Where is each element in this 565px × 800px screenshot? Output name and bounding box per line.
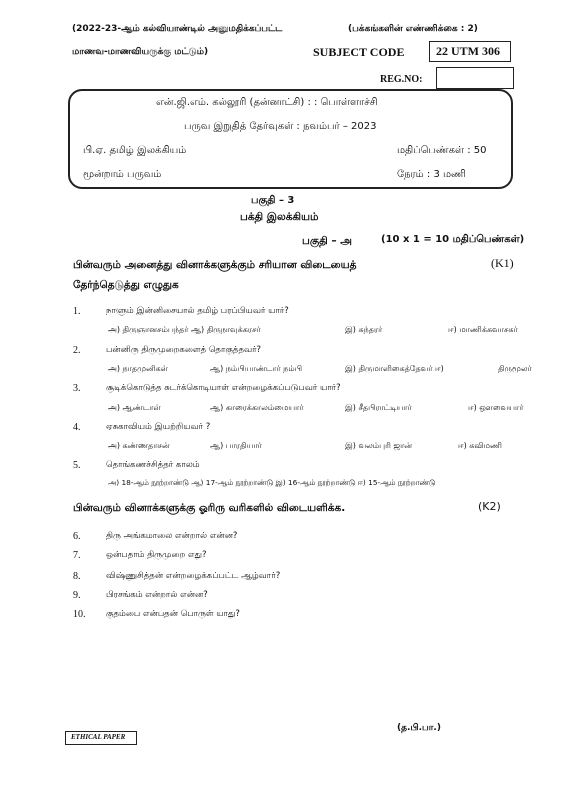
option: அ) 18-ஆம் நூற்றாண்டு ஆ) 17-ஆம் நூற்றாண்டு இ) 16-ஆம் நூற்றாண்டு ஈ) 15-ஆம் நூற்றாண்டு (108, 478, 436, 487)
option: ஈ) கவிமணி (458, 441, 502, 450)
option: ஆ) நம்பியாண்டார் நம்பி (210, 364, 303, 373)
reg-no-field[interactable] (436, 67, 514, 89)
option: இ) சுந்தரர் (345, 325, 383, 334)
question-text: குதம்பை என்பதன் பொருள் யாது? (106, 609, 240, 619)
question-number: 6. (73, 531, 81, 542)
section-b-instruction: பின்வரும் வினாக்களுக்கு ஓரிரு வரிகளில் விடையளிக்க. (73, 502, 346, 514)
question-number: 8. (73, 571, 81, 582)
turn-over-note: (த.பி.பா.) (397, 723, 441, 733)
option: ஆ) பாரதியார் (210, 441, 262, 450)
course-name: பி.ஏ. தமிழ் இலக்கியம் (83, 145, 187, 156)
question-number: 4. (73, 422, 81, 433)
section-a-level: (K1) (491, 256, 514, 270)
option: இ) வலம்புரி ஜான் (345, 441, 413, 450)
reg-no-label: REG.NO: (380, 74, 423, 85)
subject-code-box (429, 41, 511, 62)
question-text: பன்னிரு திருமுறைகளைத் தொகுத்தவர்? (106, 345, 262, 355)
question-text: பிரசங்கம் என்றால் என்ன? (106, 590, 208, 600)
paper-title: பக்தி இலக்கியம் (240, 211, 319, 223)
section-a-marks: (10 x 1 = 10 மதிப்பெண்கள்) (381, 234, 525, 245)
option: அ) நாதமுனிகள் (108, 364, 168, 373)
question-number: 9. (73, 590, 81, 601)
question-number: 10. (73, 609, 86, 620)
exam-time: நேரம் : 3 மணி (397, 169, 466, 180)
students-note: மாணவ-மாணவியருக்கு மட்டும்) (72, 47, 209, 57)
exam-title: பருவ இறுதித் தேர்வுகள் : நவம்பர் – 2023 (184, 121, 377, 132)
section-a-instruction-line2: தேர்ந்தெடுத்து எழுதுக (73, 279, 179, 291)
question-text: திரு அங்கமாலை என்றால் என்ன? (106, 531, 238, 541)
ethical-paper-stamp (65, 731, 137, 745)
question-number: 2. (73, 345, 81, 356)
question-text: சூடிக்கொடுத்த சுடர்க்கொடியாள் என்றழைக்கப்படுபவர் யார்? (106, 383, 341, 393)
option: இ) சீதபிராட்டியார் (345, 403, 412, 412)
unit-label: பகுதி – 3 (251, 195, 295, 206)
college-info-box (68, 89, 513, 189)
option: திருமூலர் (498, 364, 532, 373)
section-a-label: பகுதி – அ (302, 235, 352, 247)
question-number: 1. (73, 306, 81, 317)
ethical-paper-label: ETHICAL PAPER (71, 733, 126, 741)
question-number: 3. (73, 383, 81, 394)
question-text: தொங்கணச்சித்தர் காலம் (106, 460, 200, 470)
option: அ) ஆண்டாள் (108, 403, 161, 412)
college-name: என்.ஜி.எம். கல்லூரி (தன்னாட்சி) : : பொள்ளாச்சி (156, 97, 378, 108)
pages-note: (பக்கங்களின் எண்ணிக்கை : 2) (348, 24, 478, 34)
max-marks: மதிப்பெண்கள் : 50 (397, 145, 487, 156)
subject-code-label: SUBJECT CODE (313, 45, 405, 59)
option: ஈ) ஔவையார் (468, 403, 524, 412)
question-text: ஒன்பதாம் திருமுறை எது? (106, 550, 207, 560)
question-text: ஏசுகாவியம் இயற்றியவர் ? (106, 422, 211, 432)
option: ஆ) காரைக்காலம்மையார் (210, 403, 304, 412)
option: அ) கண்ணதாசன் (108, 441, 170, 450)
option: இ) திருமாளிகைத்தேவர் ஈ) (345, 364, 444, 373)
question-text: விஷ்ணுசித்தன் என்றழைக்கப்பட்ட ஆழ்வார்? (106, 571, 281, 581)
subject-code-value: 22 UTM 306 (436, 44, 500, 58)
option: ஈ) மாணிக்கவாசகர் (448, 325, 518, 334)
section-a-instruction-line1: பின்வரும் அனைத்து வினாக்களுக்கும் சரியான விடையைத் (73, 259, 357, 271)
question-number: 7. (73, 550, 81, 561)
section-b-level: (K2) (478, 500, 501, 513)
year-note: (2022-23-ஆம் கல்வியாண்டில் அனுமதிக்கப்பட்ட (72, 24, 283, 34)
option: அ) திருஞானசம்பந்தர் ஆ) திருநாவுக்கரசர் (108, 325, 261, 334)
semester: மூன்றாம் பருவம் (83, 169, 162, 180)
question-text: நாளும் இன்னிசையால் தமிழ் பரப்பியவர் யார்? (106, 306, 289, 316)
question-number: 5. (73, 460, 81, 471)
